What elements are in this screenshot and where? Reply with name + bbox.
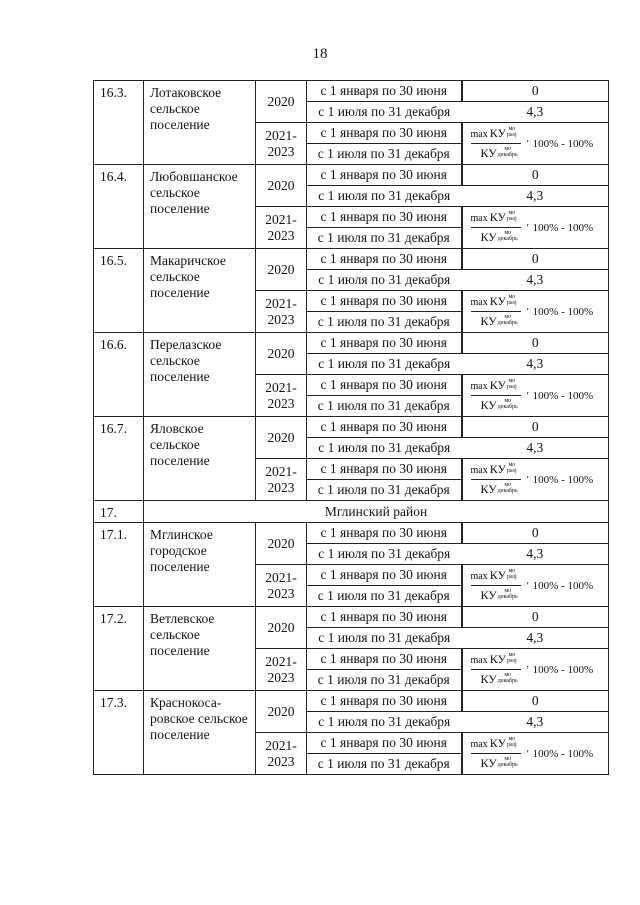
period-second-half: с 1 июля по 31 декабря: [307, 670, 462, 691]
settlement-name: Краснокоса-ровское сельское поселение: [144, 691, 256, 775]
period-second-half: с 1 июля по 31 декабря: [307, 480, 462, 501]
value-first-half: 0: [462, 417, 609, 438]
period-first-half: с 1 января по 30 июня: [307, 417, 462, 438]
value-first-half: 0: [462, 249, 609, 270]
index-formula: [471, 652, 609, 687]
formula-tail: ' 100% - 100%: [526, 389, 594, 402]
value-first-half: 0: [462, 607, 609, 628]
table-row: [94, 249, 609, 270]
period-second-half: с 1 июля по 31 декабря: [307, 270, 462, 291]
value-first-half: 0: [462, 523, 609, 544]
formula-numerator: max КУ мо разj: [471, 652, 521, 670]
district-name: Мглинский район: [144, 501, 609, 523]
formula-numerator: max КУ мо разj: [471, 568, 521, 586]
formula-denominator: КУ мо декабрь: [480, 588, 518, 602]
table-row: [94, 607, 609, 628]
formula-cell: [462, 123, 609, 165]
formula-denominator: КУ мо декабрь: [480, 230, 518, 244]
year-2020: 2020: [256, 417, 307, 459]
year-2021-2023: 2021- 2023: [256, 291, 307, 333]
period-first-half: с 1 января по 30 июня: [307, 523, 462, 544]
period-first-half: с 1 января по 30 июня: [307, 81, 462, 102]
table-row: [94, 165, 609, 186]
year-2020: 2020: [256, 333, 307, 375]
row-number: 17.3.: [94, 691, 144, 775]
row-number: 16.6.: [94, 333, 144, 417]
index-formula: [471, 736, 609, 771]
period-second-half: с 1 июля по 31 декабря: [307, 228, 462, 249]
formula-numerator: max КУ мо разj: [471, 210, 521, 228]
period-first-half: с 1 января по 30 июня: [307, 375, 462, 396]
settlement-name: Перелазское сельское поселение: [144, 333, 256, 417]
formula-fraction: [471, 462, 521, 497]
value-first-half: 0: [462, 333, 609, 354]
value-second-half: 4,3: [462, 712, 609, 733]
index-formula: [471, 210, 609, 245]
value-second-half: 4,3: [462, 102, 609, 123]
value-second-half: 4,3: [462, 438, 609, 459]
value-second-half: 4,3: [462, 354, 609, 375]
formula-cell: [462, 207, 609, 249]
row-number: 17.1.: [94, 523, 144, 607]
formula-cell: [462, 733, 609, 775]
settlement-name: Лотаковское сельское поселение: [144, 81, 256, 165]
period-first-half: с 1 января по 30 июня: [307, 123, 462, 144]
period-first-half: с 1 января по 30 июня: [307, 207, 462, 228]
district-row: [94, 501, 609, 523]
year-2020: 2020: [256, 691, 307, 733]
year-2021-2023: 2021- 2023: [256, 459, 307, 501]
formula-tail: ' 100% - 100%: [526, 579, 594, 592]
value-second-half: 4,3: [462, 186, 609, 207]
index-formula: [471, 378, 609, 413]
period-first-half: с 1 января по 30 июня: [307, 733, 462, 754]
formula-fraction: [471, 126, 521, 161]
formula-tail: ' 100% - 100%: [526, 473, 594, 486]
period-second-half: с 1 июля по 31 декабря: [307, 586, 462, 607]
period-first-half: с 1 января по 30 июня: [307, 691, 462, 712]
formula-cell: [462, 375, 609, 417]
period-first-half: с 1 января по 30 июня: [307, 249, 462, 270]
period-second-half: с 1 июля по 31 декабря: [307, 438, 462, 459]
table-row: [94, 81, 609, 102]
settlement-name: Яловское сельское поселение: [144, 417, 256, 501]
period-first-half: с 1 января по 30 июня: [307, 333, 462, 354]
year-2021-2023: 2021- 2023: [256, 123, 307, 165]
formula-denominator: КУ мо декабрь: [480, 482, 518, 496]
year-2020: 2020: [256, 607, 307, 649]
formula-denominator: КУ мо декабрь: [480, 756, 518, 770]
table-row: [94, 417, 609, 438]
formula-numerator: max КУ мо разj: [471, 126, 521, 144]
period-second-half: с 1 июля по 31 декабря: [307, 712, 462, 733]
value-first-half: 0: [462, 691, 609, 712]
formula-tail: ' 100% - 100%: [526, 663, 594, 676]
index-formula: [471, 462, 609, 497]
year-2020: 2020: [256, 165, 307, 207]
formula-numerator: max КУ мо разj: [471, 378, 521, 396]
settlement-name: Любовшанское сельское поселение: [144, 165, 256, 249]
formula-cell: [462, 649, 609, 691]
row-number: 17.: [94, 501, 144, 523]
page-number: 18: [312, 46, 328, 62]
formula-fraction: [471, 294, 521, 329]
row-number: 17.2.: [94, 607, 144, 691]
formula-fraction: [471, 378, 521, 413]
tariff-table: [93, 80, 609, 775]
formula-fraction: [471, 210, 521, 245]
period-second-half: с 1 июля по 31 декабря: [307, 144, 462, 165]
period-first-half: с 1 января по 30 июня: [307, 165, 462, 186]
formula-tail: ' 100% - 100%: [526, 747, 594, 760]
year-2020: 2020: [256, 523, 307, 565]
table-row: [94, 691, 609, 712]
formula-denominator: КУ мо декабрь: [480, 398, 518, 412]
period-second-half: с 1 июля по 31 декабря: [307, 628, 462, 649]
value-first-half: 0: [462, 165, 609, 186]
settlement-name: Макаричское сельское поселение: [144, 249, 256, 333]
formula-fraction: [471, 568, 521, 603]
formula-denominator: КУ мо декабрь: [480, 146, 518, 160]
formula-fraction: [471, 736, 521, 771]
row-number: 16.5.: [94, 249, 144, 333]
formula-fraction: [471, 652, 521, 687]
table-row: [94, 523, 609, 544]
formula-tail: ' 100% - 100%: [526, 305, 594, 318]
year-2020: 2020: [256, 81, 307, 123]
settlement-name: Мглинское городское поселение: [144, 523, 256, 607]
formula-cell: [462, 459, 609, 501]
value-second-half: 4,3: [462, 628, 609, 649]
period-second-half: с 1 июля по 31 декабря: [307, 754, 462, 775]
period-second-half: с 1 июля по 31 декабря: [307, 186, 462, 207]
formula-denominator: КУ мо декабрь: [480, 314, 518, 328]
table-row: [94, 333, 609, 354]
period-first-half: с 1 января по 30 июня: [307, 291, 462, 312]
row-number: 16.3.: [94, 81, 144, 165]
period-second-half: с 1 июля по 31 декабря: [307, 102, 462, 123]
value-second-half: 4,3: [462, 270, 609, 291]
period-first-half: с 1 января по 30 июня: [307, 459, 462, 480]
period-first-half: с 1 января по 30 июня: [307, 649, 462, 670]
formula-numerator: max КУ мо разj: [471, 294, 521, 312]
year-2021-2023: 2021- 2023: [256, 733, 307, 775]
formula-tail: ' 100% - 100%: [526, 137, 594, 150]
formula-denominator: КУ мо декабрь: [480, 672, 518, 686]
period-first-half: с 1 января по 30 июня: [307, 565, 462, 586]
period-second-half: с 1 июля по 31 декабря: [307, 312, 462, 333]
value-first-half: 0: [462, 81, 609, 102]
index-formula: [471, 568, 609, 603]
settlement-name: Ветлевское сельское поселение: [144, 607, 256, 691]
period-second-half: с 1 июля по 31 декабря: [307, 354, 462, 375]
row-number: 16.7.: [94, 417, 144, 501]
year-2021-2023: 2021- 2023: [256, 565, 307, 607]
period-first-half: с 1 января по 30 июня: [307, 607, 462, 628]
formula-numerator: max КУ мо разj: [471, 462, 521, 480]
formula-cell: [462, 291, 609, 333]
value-second-half: 4,3: [462, 544, 609, 565]
year-2020: 2020: [256, 249, 307, 291]
row-number: 16.4.: [94, 165, 144, 249]
index-formula: [471, 294, 609, 329]
index-formula: [471, 126, 609, 161]
year-2021-2023: 2021- 2023: [256, 649, 307, 691]
formula-tail: ' 100% - 100%: [526, 221, 594, 234]
period-second-half: с 1 июля по 31 декабря: [307, 544, 462, 565]
period-second-half: с 1 июля по 31 декабря: [307, 396, 462, 417]
formula-cell: [462, 565, 609, 607]
year-2021-2023: 2021- 2023: [256, 375, 307, 417]
year-2021-2023: 2021- 2023: [256, 207, 307, 249]
formula-numerator: max КУ мо разj: [471, 736, 521, 754]
